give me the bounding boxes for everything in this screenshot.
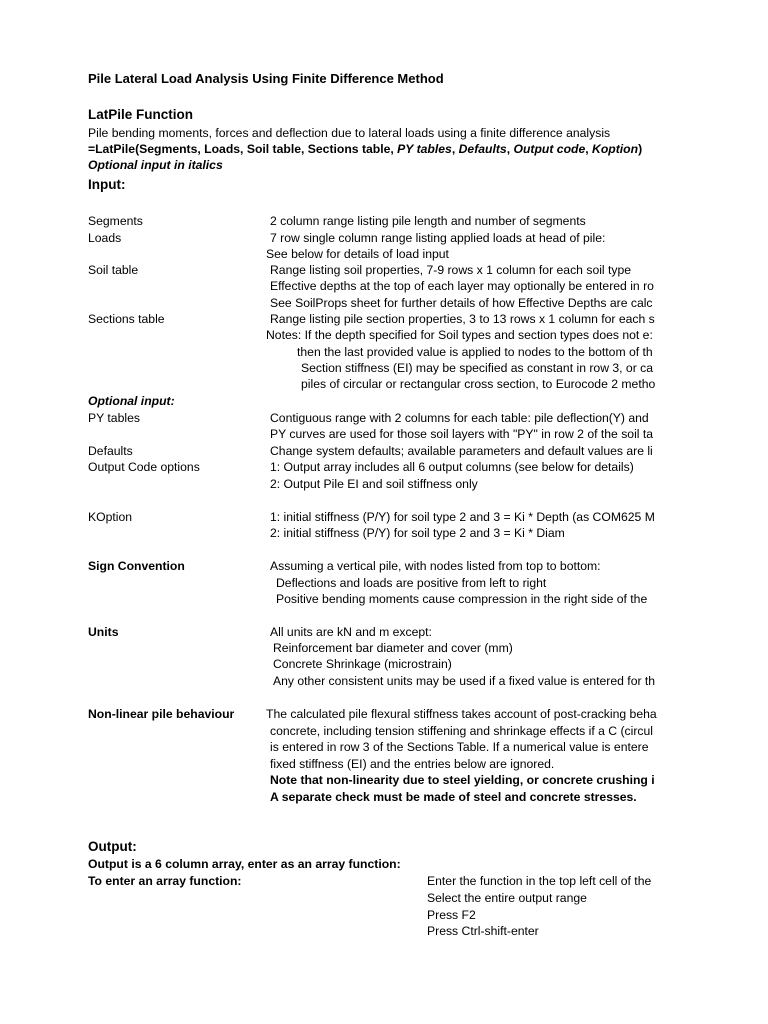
syntax-line [88,142,662,156]
koption-text: 1: initial stiffness (P/Y) for soil type 2 and 3 = Ki * Depth (as COM625 M [270,510,655,524]
segments-label: Segments [88,214,143,228]
loads-text: 7 row single column range listing applied loads at head of pile: [270,231,606,245]
loads-label: Loads [88,231,122,245]
output-line-1: Output is a 6 column array, enter as an array function: [88,857,401,871]
sign-convention-text-2: Deflections and loads are positive from left to right [276,576,547,590]
syntax-sep2: , [506,142,514,156]
nonlinear-label: Non-linear pile behaviour [88,707,235,721]
sections-table-label: Sections table [88,312,165,326]
syntax-defaults: Defaults [458,142,507,156]
nonlinear-text-2: concrete, including tension stiffening and shrinkage effects if a C (circul [270,724,653,738]
py-tables-text-2: PY curves are used for those soil layers with "PY" in row 2 of the soil ta [270,427,654,441]
sign-convention-label: Sign Convention [88,559,185,573]
optional-input-heading: Optional input: [88,394,175,408]
syntax-sep1: , [451,142,459,156]
output-step-2: Select the entire output range [427,891,587,905]
input-heading: Input: [88,177,126,192]
syntax-suffix: ) [638,142,643,156]
py-tables-label: PY tables [88,411,140,425]
output-code-text: 1: Output array includes all 6 output columns (see below for details) [270,460,634,474]
units-text: All units are kN and m except: [270,625,432,639]
units-text-3: Concrete Shrinkage (microstrain) [273,657,452,671]
nonlinear-text-6: A separate check must be made of steel and concrete stresses. [270,790,637,804]
document-title: Pile Lateral Load Analysis Using Finite Difference Method [88,71,444,86]
output-step-3: Press F2 [427,908,476,922]
sections-table-text: Range listing pile section properties, 3 to 13 rows x 1 column for each s [270,312,655,326]
units-label: Units [88,625,119,639]
output-heading: Output: [88,839,137,854]
segments-text: 2 column range listing pile length and number of segments [270,214,586,228]
units-text-2: Reinforcement bar diameter and cover (mm) [273,641,513,655]
sections-notes-4: piles of circular or rectangular cross section, to Eurocode 2 metho [301,377,656,391]
output-line-2: To enter an array function: [88,874,242,888]
sign-convention-text: Assuming a vertical pile, with nodes listed from top to bottom: [270,559,601,573]
koption-label: KOption [88,510,133,524]
py-tables-text: Contiguous range with 2 columns for each table: pile deflection(Y) and [270,411,649,425]
sections-notes-2: then the last provided value is applied to nodes to the bottom of th [297,345,653,359]
output-step-4: Press Ctrl-shift-enter [427,924,539,938]
syntax-prefix: =LatPile(Segments, Loads, Soil table, Sections table, [88,142,398,156]
optional-note: Optional input in italics [88,158,223,172]
nonlinear-text-3: is entered in row 3 of the Sections Table. If a numerical value is entere [270,740,649,754]
output-step-1: Enter the function in the top left cell of the [427,874,652,888]
sections-notes-3: Section stiffness (EI) may be specified as constant in row 3, or ca [301,361,654,375]
soil-table-text-3: See SoilProps sheet for further details of how Effective Depths are calc [270,296,653,310]
output-code-text-2: 2: Output Pile EI and soil stiffness only [270,477,478,491]
syntax-koption: Koption [592,142,639,156]
soil-table-label: Soil table [88,263,139,277]
soil-table-text: Range listing soil properties, 7-9 rows x 1 column for each soil type [270,263,632,277]
function-heading: LatPile Function [88,107,194,122]
loads-text-2: See below for details of load input [266,247,449,261]
units-text-4: Any other consistent units may be used if a fixed value is entered for th [273,674,656,688]
soil-table-text-2: Effective depths at the top of each layer may optionally be entered in ro [270,279,654,293]
function-description: Pile bending moments, forces and deflection due to lateral loads using a finite difference analysis [88,126,611,140]
nonlinear-text-4: fixed stiffness (EI) and the entries below are ignored. [270,757,555,771]
defaults-text: Change system defaults; available parameters and default values are li [270,444,653,458]
syntax-sep3: , [585,142,593,156]
output-code-label: Output Code options [88,460,200,474]
syntax-py: PY tables [397,142,452,156]
syntax-output: Output code [513,142,586,156]
nonlinear-text-5: Note that non-linearity due to steel yielding, or concrete crushing i [270,773,655,787]
sign-convention-text-3: Positive bending moments cause compression in the right side of the [276,592,648,606]
defaults-label: Defaults [88,444,133,458]
sections-notes-1: Notes: If the depth specified for Soil types and section types does not e: [266,328,653,342]
nonlinear-text: The calculated pile flexural stiffness takes account of post-cracking beha [266,707,657,721]
koption-text-2: 2: initial stiffness (P/Y) for soil type 2 and 3 = Ki * Diam [270,526,565,540]
